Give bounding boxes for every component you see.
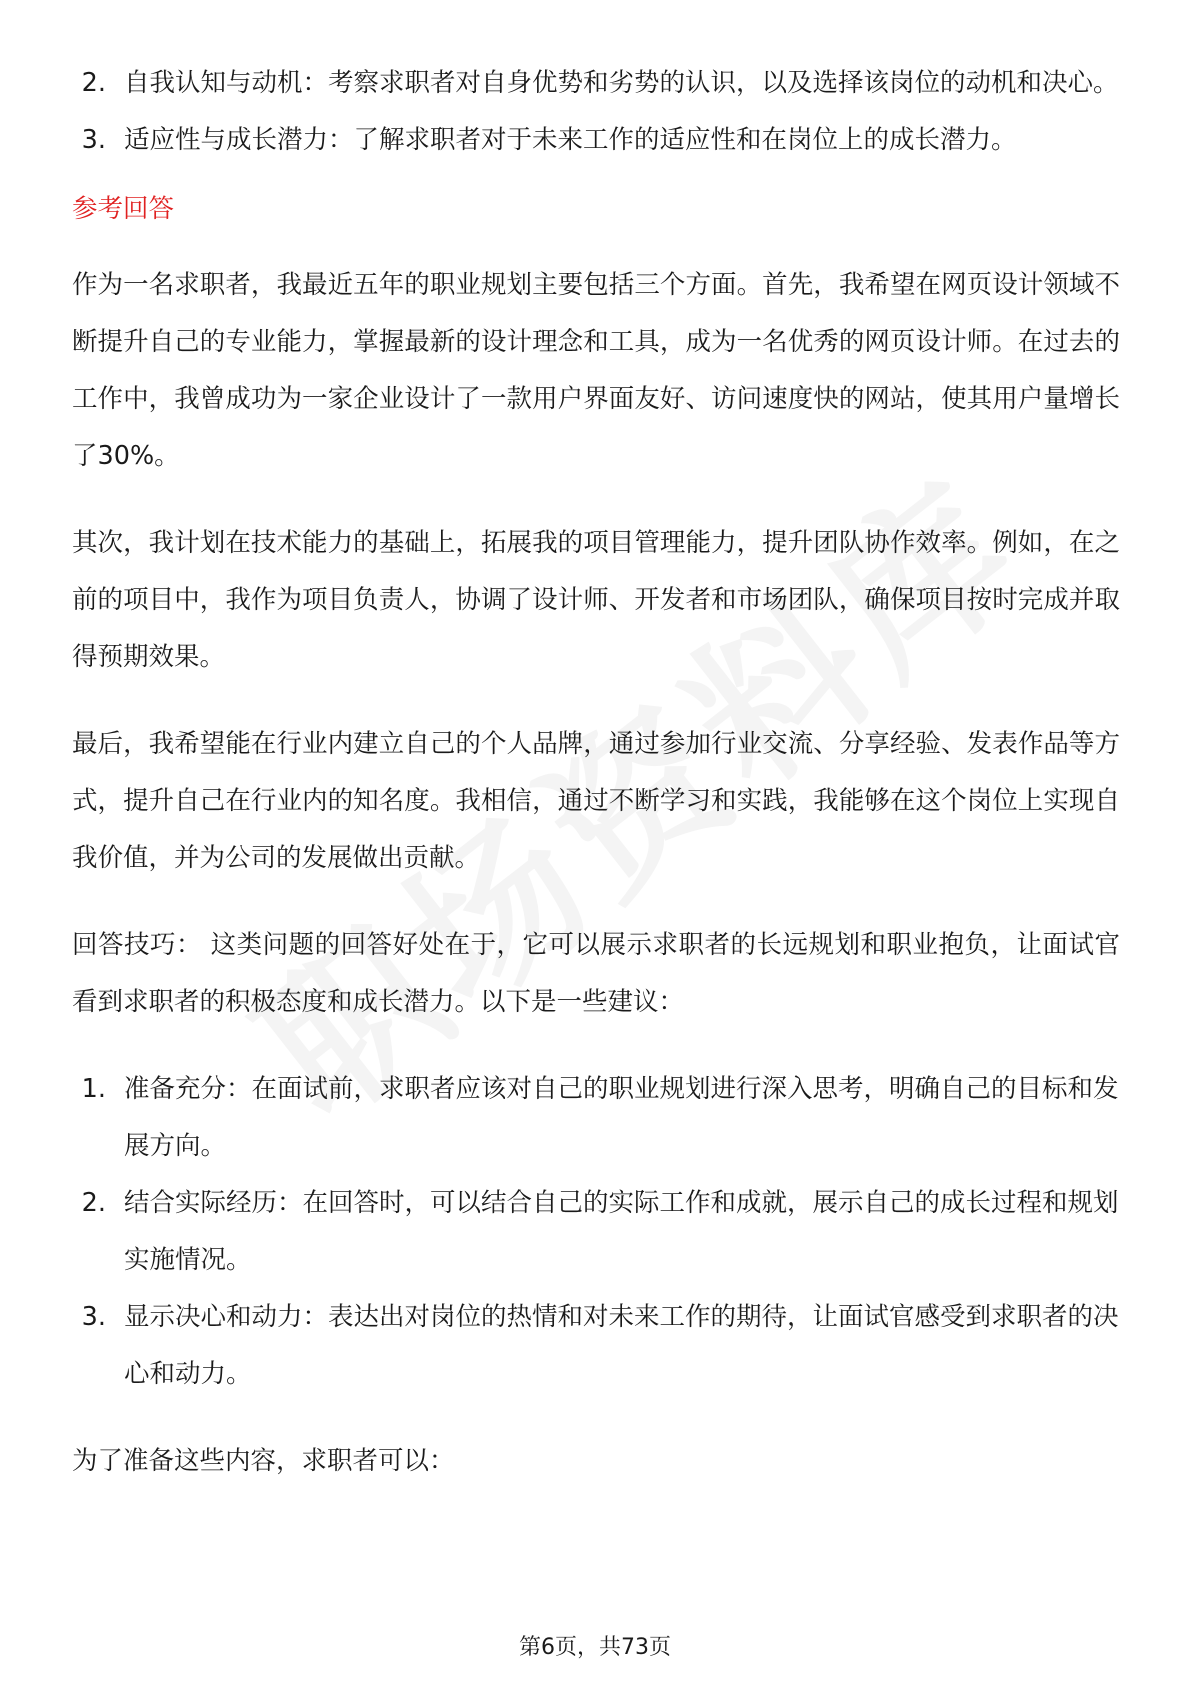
list-item (72, 112, 1120, 169)
list-text: 结合实际经历：在回答时，可以结合自己的实际工作和成就，展示自己的成长过程和规划实施情况。 (124, 1188, 1119, 1275)
list-number: 1. (81, 1074, 106, 1104)
list-text: 显示决心和动力：表达出对岗位的热情和对未来工作的期待，让面试官感受到求职者的决心和动力。 (124, 1302, 1119, 1389)
document-page (72, 55, 1120, 1490)
list-item (72, 1175, 1120, 1289)
list-item (72, 1289, 1120, 1403)
intro-list (72, 55, 1120, 169)
answer-paragraph: 作为一名求职者，我最近五年的职业规划主要包括三个方面。首先，我希望在网页设计领域不断提升自己的专业能力，掌握最新的设计理念和工具，成为一名优秀的网页设计师。在过去的工作中，我曾成功为一家企业设计了一款用户界面友好、访问速度快的网站，使其用户量增长了30%。 (72, 270, 1120, 471)
answer-paragraph: 其次，我计划在技术能力的基础上，拓展我的项目管理能力，提升团队协作效率。例如，在之前的项目中，我作为项目负责人，协调了设计师、开发者和市场团队，确保项目按时完成并取得预期效果。 (72, 528, 1120, 672)
tips-list (72, 1061, 1120, 1403)
list-text: 准备充分：在面试前，求职者应该对自己的职业规划进行深入思考，明确自己的目标和发展方向。 (124, 1074, 1119, 1161)
list-number: 3. (81, 1302, 106, 1332)
list-text: 自我认知与动机：考察求职者对自身优势和劣势的认识，以及选择该岗位的动机和决心。 (124, 68, 1119, 98)
tips-intro-paragraph: 回答技巧： 这类问题的回答好处在于，它可以展示求职者的长远规划和职业抱负，让面试官看到求职者的积极态度和成长潜力。以下是一些建议： (72, 930, 1120, 1017)
list-item (72, 1061, 1120, 1175)
list-number: 2. (81, 1188, 106, 1218)
answer-paragraph: 最后，我希望能在行业内建立自己的个人品牌，通过参加行业交流、分享经验、发表作品等方式，提升自己在行业内的知名度。我相信，通过不断学习和实践，我能够在这个岗位上实现自我价值，并为公司的发展做出贡献。 (72, 729, 1120, 873)
list-item (72, 55, 1120, 112)
closing-paragraph: 为了准备这些内容，求职者可以： (72, 1446, 455, 1476)
list-text: 适应性与成长潜力：了解求职者对于未来工作的适应性和在岗位上的成长潜力。 (124, 125, 1017, 155)
list-number: 2. (81, 68, 106, 98)
list-number: 3. (81, 125, 106, 155)
section-heading: 参考回答 (72, 194, 175, 224)
page-footer: 第6页，共73页 (519, 1635, 671, 1660)
